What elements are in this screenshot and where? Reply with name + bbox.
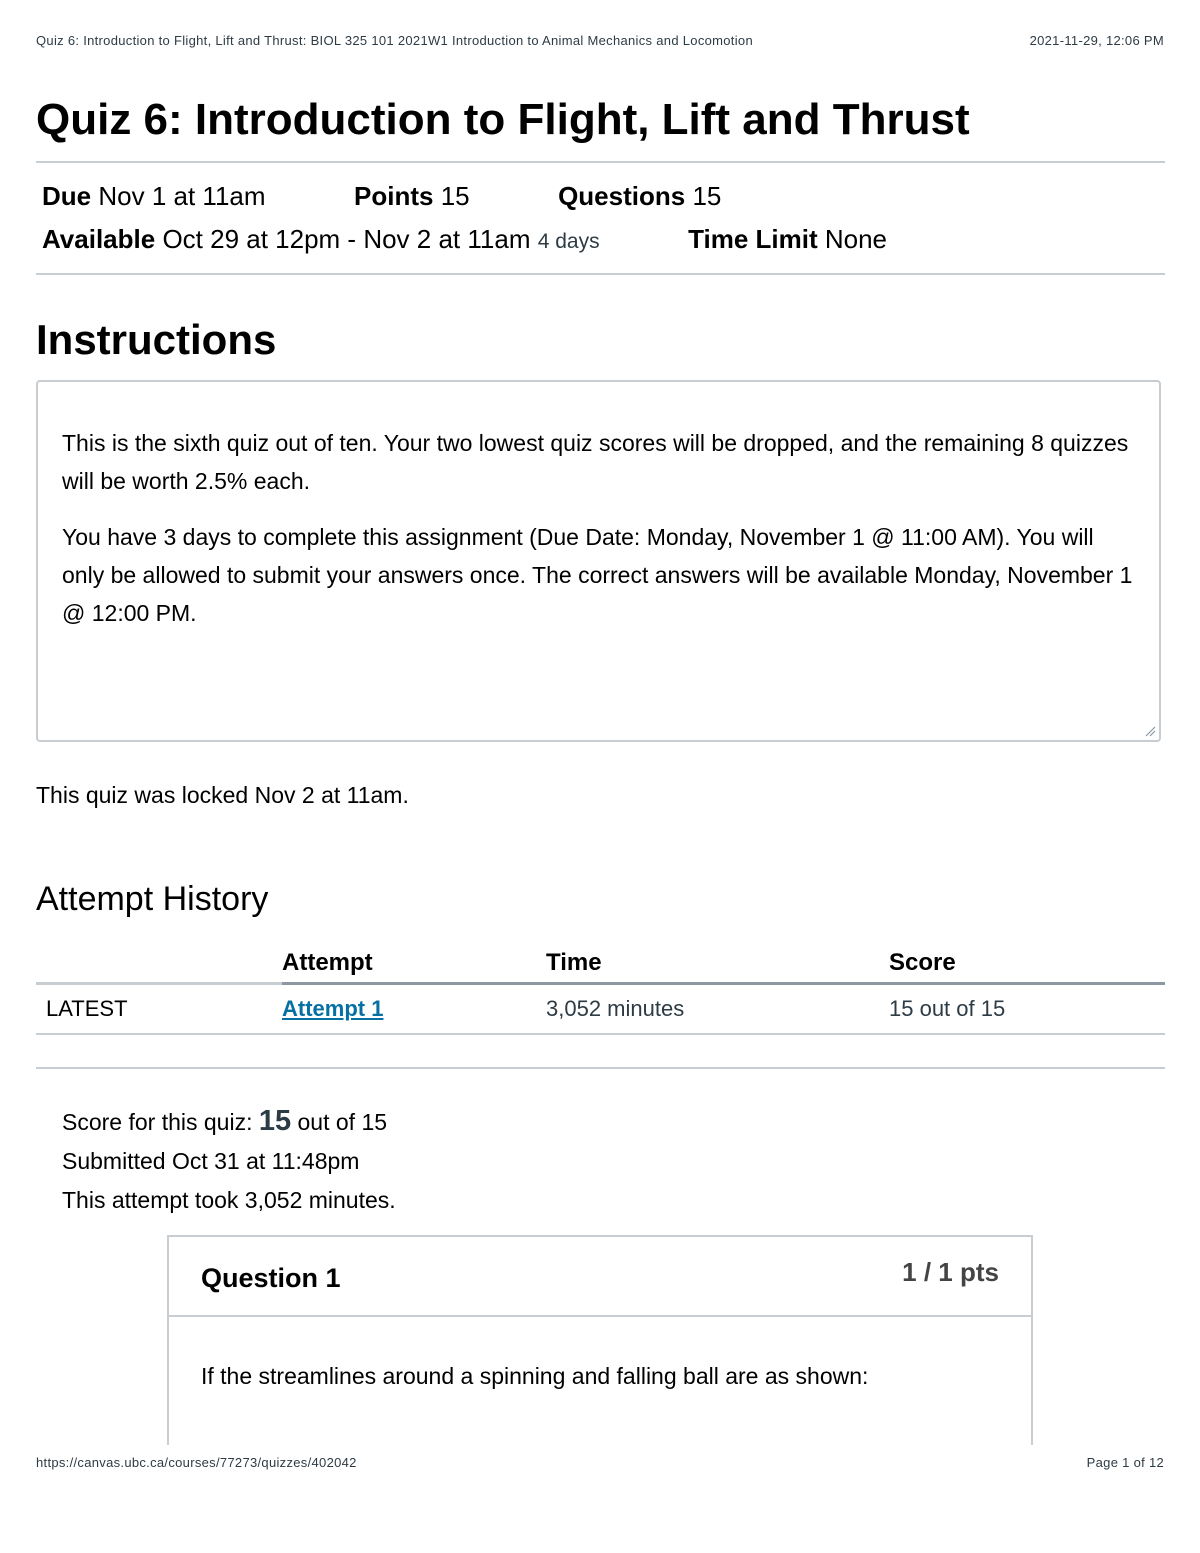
column-header-status	[36, 944, 282, 984]
question-text: If the streamlines around a spinning and falling ball are as shown:	[201, 1363, 869, 1389]
quiz-result-summary	[62, 1102, 396, 1220]
question-points: 1 / 1 pts	[902, 1257, 999, 1287]
attempt-status: LATEST	[36, 984, 282, 1035]
print-footer	[36, 1455, 1164, 1475]
instructions-box[interactable]	[36, 380, 1161, 742]
quiz-details-row-1	[42, 179, 721, 213]
divider	[36, 1067, 1165, 1069]
column-header-attempt: Attempt	[282, 944, 546, 984]
print-footer-url: https://canvas.ubc.ca/courses/77273/quizzes/402042	[36, 1455, 357, 1470]
score-value: 15	[258, 1105, 292, 1137]
questions-label: Questions	[558, 181, 686, 211]
attempt-duration: This attempt took 3,052 minutes.	[62, 1187, 396, 1213]
instructions-paragraph-1: This is the sixth quiz out of ten. Your two lowest quiz scores will be dropped, and the remaining 8 quizzes will be worth 2.5% each.	[62, 430, 1129, 494]
attempt-history-heading: Attempt History	[36, 880, 269, 918]
instructions-heading: Instructions	[36, 316, 277, 363]
attempt-history-table	[36, 944, 1165, 1035]
divider	[36, 273, 1165, 275]
submitted-time: Submitted Oct 31 at 11:48pm	[62, 1148, 360, 1174]
question-card	[167, 1235, 1033, 1445]
divider	[36, 161, 1165, 163]
time-limit-label: Time Limit	[688, 224, 818, 254]
quiz-details-row-2	[42, 222, 887, 259]
question-header	[169, 1237, 1031, 1317]
score-prefix: Score for this quiz:	[62, 1109, 253, 1135]
attempt-link[interactable]: Attempt 1	[282, 996, 384, 1021]
instructions-paragraph-2: You have 3 days to complete this assignment (Due Date: Monday, November 1 @ 11:00 AM). You will only be allowed to submit your answers once. The correct answers will be available Monday, November 1 @ 12:00 PM.	[62, 524, 1133, 626]
print-header	[36, 33, 1164, 53]
available-duration: 4 days	[537, 230, 600, 253]
due-label: Due	[42, 181, 92, 211]
points-label: Points	[354, 181, 434, 211]
table-row	[36, 984, 1165, 1035]
score-suffix: out of 15	[297, 1109, 388, 1135]
attempt-score: 15 out of 15	[889, 984, 1165, 1035]
attempt-time: 3,052 minutes	[546, 984, 889, 1035]
column-header-score: Score	[889, 944, 1165, 984]
question-title: Question 1	[201, 1263, 341, 1293]
locked-message: This quiz was locked Nov 2 at 11am.	[36, 782, 409, 808]
resize-grip-icon[interactable]	[1144, 725, 1156, 737]
questions-value: 15	[692, 181, 722, 211]
due-value: Nov 1 at 11am	[98, 181, 266, 211]
table-header-row	[36, 944, 1165, 984]
available-value: Oct 29 at 12pm - Nov 2 at 11am	[162, 224, 531, 254]
available-label: Available	[42, 224, 156, 254]
quiz-score	[62, 1102, 396, 1142]
points-value: 15	[440, 181, 470, 211]
time-limit-value: None	[824, 224, 887, 254]
print-footer-page: Page 1 of 12	[1086, 1455, 1164, 1470]
page-title: Quiz 6: Introduction to Flight, Lift and Thrust	[36, 95, 970, 144]
column-header-time: Time	[546, 944, 889, 984]
print-header-title: Quiz 6: Introduction to Flight, Lift and Thrust: BIOL 325 101 2021W1 Introduction to Animal Mechanics and Locomotion	[36, 33, 753, 48]
print-header-datetime: 2021-11-29, 12:06 PM	[1029, 33, 1164, 48]
